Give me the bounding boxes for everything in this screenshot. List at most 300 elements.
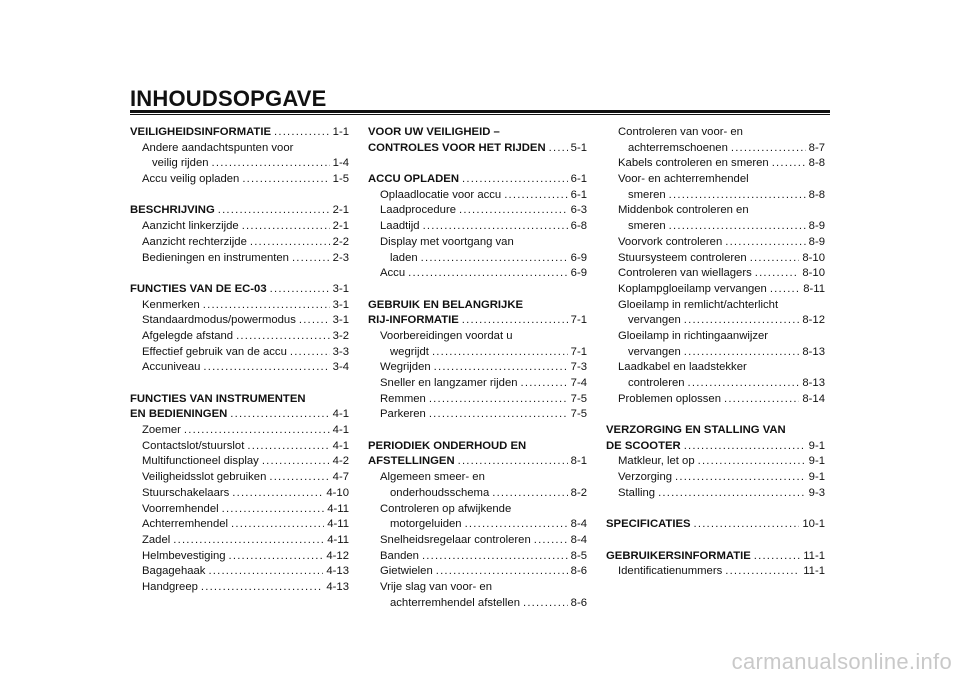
- toc-dot-leader: [208, 564, 323, 580]
- toc-section-entry[interactable]: [130, 219, 349, 235]
- toc-section-entry[interactable]: [130, 439, 349, 455]
- toc-dot-leader: [236, 329, 330, 345]
- toc-dot-leader: [754, 549, 800, 565]
- toc-section-entry[interactable]: [606, 125, 825, 141]
- toc-entry-title: Gloeilamp in richtingaanwijzer: [618, 329, 769, 342]
- toc-entry-title: Middenbok controleren en: [618, 204, 749, 217]
- toc-entry-title: Gietwielen: [380, 565, 433, 578]
- toc-entry-title: Achterremhendel: [142, 518, 229, 531]
- toc-section-entry[interactable]: [606, 470, 825, 486]
- toc-entry-title: VOOR UW VEILIGHEID –: [368, 126, 500, 138]
- toc-page-number: 6-8: [570, 220, 587, 233]
- toc-dot-leader: [725, 564, 800, 580]
- toc-section-entry[interactable]: [606, 360, 825, 376]
- toc-page-number: 2-1: [332, 220, 349, 233]
- toc-page-number: 7-1: [570, 345, 587, 358]
- toc-entry-title: Vrije slag van voor- en: [380, 580, 492, 593]
- toc-page-number: 11-1: [803, 565, 825, 578]
- toc-page-number: 4-11: [327, 502, 349, 515]
- toc-entry-title: Wegrijden: [380, 361, 431, 374]
- toc-chapter-entry[interactable]: [130, 407, 349, 423]
- toc-section-entry[interactable]: [368, 564, 587, 580]
- toc-page-number: 8-9: [808, 220, 825, 233]
- toc-entry-title: Voorvork controleren: [618, 235, 723, 248]
- toc-entry-title: vervangen: [628, 345, 681, 358]
- toc-entry-title: achterremhendel afstellen: [390, 596, 520, 609]
- toc-page-number: 8-10: [802, 267, 825, 280]
- toc-entry-title: Voor- en achterremhendel: [618, 173, 749, 186]
- toc-entry-title: Stuurschakelaars: [142, 486, 230, 499]
- toc-dot-leader: [684, 439, 806, 455]
- toc-dot-leader: [250, 235, 330, 251]
- toc-dot-leader: [222, 502, 325, 518]
- toc-page-number: 8-6: [570, 596, 587, 609]
- toc-chapter-entry[interactable]: [606, 423, 825, 439]
- toc-section-entry[interactable]: [130, 298, 349, 314]
- toc-dot-leader: [212, 156, 330, 172]
- toc-entry-title: Zoemer: [142, 424, 181, 437]
- toc-entry-title: Laadkabel en laadstekker: [618, 361, 747, 374]
- toc-entry-title: vervangen: [628, 314, 681, 327]
- toc-section-entry[interactable]: [130, 156, 349, 172]
- toc-page-number: 9-1: [808, 439, 825, 452]
- toc-dot-leader: [274, 125, 330, 141]
- toc-chapter-entry[interactable]: [368, 454, 587, 470]
- toc-chapter-entry[interactable]: [368, 313, 587, 329]
- toc-dot-leader: [229, 549, 324, 565]
- toc-section-entry[interactable]: [606, 172, 825, 188]
- toc-section-entry[interactable]: [368, 580, 587, 596]
- toc-section-entry[interactable]: [130, 251, 349, 267]
- toc-dot-leader: [725, 235, 805, 251]
- toc-page-number: 3-2: [332, 329, 349, 342]
- toc-entry-title: FUNCTIES VAN DE EC-03: [130, 282, 267, 295]
- toc-page-number: 2-3: [332, 251, 349, 264]
- toc-section-entry[interactable]: [606, 282, 825, 298]
- toc-page-number: 4-13: [326, 580, 349, 593]
- toc-page-number: 4-1: [332, 424, 349, 437]
- toc-section-entry[interactable]: [130, 533, 349, 549]
- toc-spacer: [606, 502, 825, 518]
- toc-page-number: 1-5: [332, 173, 349, 186]
- toc-entry-title: Accuniveau: [142, 361, 201, 374]
- toc-entry-title: Helmbevestiging: [142, 549, 226, 562]
- toc-spacer: [368, 156, 587, 172]
- toc-dot-leader: [242, 219, 330, 235]
- toc-dot-leader: [231, 517, 324, 533]
- toc-page-number: 8-5: [570, 549, 587, 562]
- toc-dot-leader: [534, 533, 568, 549]
- toc-section-entry[interactable]: [130, 313, 349, 329]
- toc-page-number: 8-7: [808, 141, 825, 154]
- toc-entry-title: VERZORGING EN STALLING VAN: [606, 424, 786, 437]
- toc-spacer: [130, 188, 349, 204]
- toc-page-number: 7-3: [570, 361, 587, 374]
- toc-dot-leader: [549, 141, 568, 157]
- toc-entry-title: veilig rijden: [152, 157, 209, 170]
- toc-entry-title: Zadel: [142, 533, 171, 546]
- toc-entry-title: Identificatienummers: [618, 565, 723, 578]
- toc-section-entry[interactable]: [130, 235, 349, 251]
- toc-entry-title: onderhoudsschema: [390, 486, 490, 499]
- toc-page-number: 4-10: [326, 486, 349, 499]
- toc-dot-leader: [523, 596, 568, 612]
- toc-entry-title: Afgelegde afstand: [142, 329, 234, 342]
- toc-section-entry[interactable]: [130, 564, 349, 580]
- toc-section-entry[interactable]: [606, 235, 825, 251]
- toc-page-number: 2-2: [332, 235, 349, 248]
- toc-page-number: 4-7: [332, 471, 349, 484]
- toc-entry-title: RIJ-INFORMATIE: [368, 314, 459, 327]
- toc-dot-leader: [694, 517, 800, 533]
- toc-section-entry[interactable]: [606, 219, 825, 235]
- toc-page-number: 5-1: [570, 141, 587, 154]
- toc-entry-title: Laadprocedure: [380, 204, 457, 217]
- toc-dot-leader: [230, 407, 329, 423]
- toc-entry-title: Accu: [380, 267, 406, 280]
- toc-section-entry[interactable]: [368, 407, 587, 423]
- toc-section-entry[interactable]: [606, 376, 825, 392]
- toc-dot-leader: [459, 203, 568, 219]
- toc-spacer: [368, 282, 587, 298]
- toc-entry-title: Kabels controleren en smeren: [618, 157, 769, 170]
- toc-entry-title: Standaardmodus/powermodus: [142, 314, 296, 327]
- toc-page-number: 9-3: [808, 486, 825, 499]
- toc-page-number: 6-3: [570, 204, 587, 217]
- toc-section-entry[interactable]: [606, 486, 825, 502]
- toc-section-entry[interactable]: [368, 251, 587, 267]
- watermark: carmanualsonline.info: [731, 649, 952, 674]
- toc-dot-leader: [247, 439, 329, 455]
- toc-entry-title: Stuursysteem controleren: [618, 251, 747, 264]
- toc-chapter-entry[interactable]: [368, 125, 587, 141]
- toc-section-entry[interactable]: [606, 298, 825, 314]
- toc-spacer: [130, 376, 349, 392]
- toc-page-number: 8-10: [802, 251, 825, 264]
- toc-dot-leader: [504, 188, 567, 204]
- toc-page-number: 6-1: [570, 188, 587, 201]
- toc-dot-leader: [731, 141, 806, 157]
- toc-section-entry[interactable]: [130, 454, 349, 470]
- toc-dot-leader: [434, 360, 568, 376]
- toc-entry-title: Kenmerken: [142, 298, 200, 311]
- toc-page-number: 8-8: [808, 188, 825, 201]
- toc-entry-title: Controleren op afwijkende: [380, 502, 512, 515]
- toc-section-entry[interactable]: [606, 188, 825, 204]
- toc-entry-title: Bagagehaak: [142, 565, 206, 578]
- page-title: INHOUDSOPGAVE: [130, 86, 327, 111]
- toc-page-number: 6-9: [570, 251, 587, 264]
- toc-dot-leader: [521, 376, 568, 392]
- toc-dot-leader: [421, 251, 568, 267]
- toc-dot-leader: [684, 345, 800, 361]
- toc-page-number: 9-1: [808, 471, 825, 484]
- toc-dot-leader: [203, 360, 329, 376]
- toc-entry-title: motorgeluiden: [390, 518, 462, 531]
- toc-dot-leader: [299, 313, 330, 329]
- toc-entry-title: Gloeilamp in remlicht/achterlicht: [618, 298, 779, 311]
- toc-page-number: 4-2: [332, 455, 349, 468]
- toc-entry-title: GEBRUIKERSINFORMATIE: [606, 549, 751, 562]
- toc-chapter-entry[interactable]: [130, 282, 349, 298]
- toc-page-number: 8-14: [802, 392, 825, 405]
- toc-section-entry[interactable]: [130, 329, 349, 345]
- toc-section-entry[interactable]: [368, 470, 587, 486]
- toc-section-entry[interactable]: [368, 517, 587, 533]
- toc-page-number: 7-1: [570, 314, 587, 327]
- toc-entry-title: VEILIGHEIDSINFORMATIE: [130, 126, 272, 138]
- toc-section-entry[interactable]: [130, 360, 349, 376]
- toc-entry-title: Veiligheidsslot gebruiken: [142, 471, 267, 484]
- toc-page-number: 3-4: [332, 361, 349, 374]
- toc-section-entry[interactable]: [368, 203, 587, 219]
- toc-entry-title: Remmen: [380, 392, 426, 405]
- toc-page-number: 8-11: [803, 282, 825, 295]
- toc-section-entry[interactable]: [368, 596, 587, 612]
- toc-page-number: 1-1: [332, 126, 349, 138]
- toc-dot-leader: [432, 345, 568, 361]
- toc-section-entry[interactable]: [368, 533, 587, 549]
- toc-dot-leader: [292, 251, 330, 267]
- toc-dot-leader: [492, 486, 567, 502]
- toc-page-number: 1-4: [332, 157, 349, 170]
- toc-section-entry[interactable]: [130, 141, 349, 157]
- toc-chapter-entry[interactable]: [130, 392, 349, 408]
- toc-entry-title: Parkeren: [380, 408, 426, 421]
- toc-dot-leader: [422, 549, 568, 565]
- toc-section-entry[interactable]: [368, 235, 587, 251]
- toc-section-entry[interactable]: [368, 266, 587, 282]
- toc-entry-title: wegrijdt: [390, 345, 429, 358]
- toc-dot-leader: [232, 486, 323, 502]
- toc-section-entry[interactable]: [368, 502, 587, 518]
- toc-page-number: 4-1: [332, 439, 349, 452]
- toc-page-number: 11-1: [803, 549, 825, 562]
- toc-page-number: 4-13: [326, 565, 349, 578]
- toc-entry-title: CONTROLES VOOR HET RIJDEN: [368, 141, 546, 154]
- toc-section-entry[interactable]: [130, 580, 349, 596]
- toc-spacer: [606, 533, 825, 549]
- toc-page-number: 3-1: [332, 298, 349, 311]
- toc-dot-leader: [242, 172, 329, 188]
- toc-page-number: 9-1: [808, 455, 825, 468]
- toc-entry-title: EN BEDIENINGEN: [130, 408, 228, 421]
- toc-section-entry[interactable]: [368, 219, 587, 235]
- toc-column-3: [606, 125, 825, 580]
- toc-section-entry[interactable]: [368, 549, 587, 565]
- toc-section-entry[interactable]: [606, 392, 825, 408]
- toc-page-number: 7-5: [570, 392, 587, 405]
- toc-page-number: 10-1: [802, 518, 825, 531]
- toc-dot-leader: [462, 313, 568, 329]
- toc-chapter-entry[interactable]: [368, 172, 587, 188]
- toc-dot-leader: [290, 345, 330, 361]
- toc-dot-leader: [218, 203, 330, 219]
- toc-entry-title: Multifunctioneel display: [142, 455, 259, 468]
- toc-section-entry[interactable]: [606, 141, 825, 157]
- toc-spacer: [130, 266, 349, 282]
- toc-chapter-entry[interactable]: [368, 298, 587, 314]
- toc-chapter-entry[interactable]: [130, 125, 349, 141]
- toc-dot-leader: [724, 392, 799, 408]
- toc-section-entry[interactable]: [130, 470, 349, 486]
- toc-section-entry[interactable]: [130, 549, 349, 565]
- toc-dot-leader: [270, 282, 330, 298]
- toc-entry-title: laden: [390, 251, 418, 264]
- toc-entry-title: Koplampgloeilamp vervangen: [618, 282, 767, 295]
- toc-section-entry[interactable]: [606, 454, 825, 470]
- toc-page-number: 3-1: [332, 282, 349, 295]
- toc-page-number: 8-1: [570, 455, 587, 468]
- toc-page-number: 4-1: [332, 408, 349, 421]
- toc-entry-title: Voorbereidingen voordat u: [380, 329, 513, 342]
- toc-page-number: 8-4: [570, 518, 587, 531]
- toc-entry-title: DE SCOOTER: [606, 439, 681, 452]
- toc-dot-leader: [408, 266, 568, 282]
- toc-dot-leader: [201, 580, 323, 596]
- toc-entry-title: controleren: [628, 377, 685, 389]
- title-rule: [130, 110, 830, 115]
- toc-chapter-entry[interactable]: [606, 439, 825, 455]
- toc-chapter-entry[interactable]: [368, 439, 587, 455]
- toc-entry-title: Handgreep: [142, 580, 198, 593]
- toc-entry-title: Algemeen smeer- en: [380, 471, 485, 484]
- toc-page-number: 7-5: [570, 408, 587, 421]
- toc-dot-leader: [262, 454, 330, 470]
- toc-entry-title: Oplaadlocatie voor accu: [380, 188, 502, 201]
- toc-dot-leader: [429, 407, 568, 423]
- toc-dot-leader: [465, 517, 568, 533]
- toc-page-number: 7-4: [570, 377, 587, 389]
- toc-section-entry[interactable]: [130, 517, 349, 533]
- toc-entry-title: Voorremhendel: [142, 502, 219, 515]
- toc-section-entry[interactable]: [130, 486, 349, 502]
- toc-section-entry[interactable]: [368, 329, 587, 345]
- toc-section-entry[interactable]: [606, 156, 825, 172]
- toc-dot-leader: [684, 313, 800, 329]
- toc-entry-title: Matkleur, let op: [618, 455, 695, 468]
- toc-dot-leader: [669, 219, 806, 235]
- toc-section-entry[interactable]: [130, 172, 349, 188]
- toc-page-number: 8-2: [570, 486, 587, 499]
- toc-entry-title: Andere aandachtspunten voor: [142, 141, 294, 154]
- toc-section-entry[interactable]: [130, 502, 349, 518]
- toc-dot-leader: [173, 533, 324, 549]
- toc-dot-leader: [458, 454, 568, 470]
- toc-entry-title: Controleren van voor- en: [618, 126, 743, 138]
- toc-entry-title: Stalling: [618, 486, 656, 499]
- toc-spacer: [606, 407, 825, 423]
- toc-entry-title: Accu veilig opladen: [142, 173, 240, 186]
- toc-section-entry[interactable]: [130, 345, 349, 361]
- toc-dot-leader: [429, 392, 568, 408]
- toc-entry-title: smeren: [628, 220, 666, 233]
- toc-entry-title: Verzorging: [618, 471, 673, 484]
- toc-entry-title: Laadtijd: [380, 220, 420, 233]
- toc-page-number: 6-1: [570, 173, 587, 186]
- toc-entry-title: Bedieningen en instrumenten: [142, 251, 289, 264]
- toc-page-number: 8-4: [570, 533, 587, 546]
- toc-section-entry[interactable]: [606, 345, 825, 361]
- toc-page-number: 8-6: [570, 565, 587, 578]
- toc-entry-title: Snelheidsregelaar controleren: [380, 533, 531, 546]
- toc-entry-title: achterremschoenen: [628, 141, 728, 154]
- toc-entry-title: Problemen oplossen: [618, 392, 721, 405]
- toc-section-entry[interactable]: [368, 376, 587, 392]
- toc-dot-leader: [755, 266, 800, 282]
- toc-section-entry[interactable]: [368, 392, 587, 408]
- toc-chapter-entry[interactable]: [130, 203, 349, 219]
- toc-page-number: 6-9: [570, 267, 587, 280]
- toc-dot-leader: [658, 486, 806, 502]
- toc-dot-leader: [203, 298, 330, 314]
- toc-dot-leader: [770, 282, 800, 298]
- toc-entry-title: GEBRUIK EN BELANGRIJKE: [368, 298, 524, 311]
- toc-page-number: 3-1: [332, 314, 349, 327]
- toc-dot-leader: [436, 564, 568, 580]
- toc-page-number: 3-3: [332, 345, 349, 358]
- toc-entry-title: smeren: [628, 188, 666, 201]
- toc-entry-title: Contactslot/stuurslot: [142, 439, 245, 452]
- toc-entry-title: FUNCTIES VAN INSTRUMENTEN: [130, 392, 306, 405]
- toc-page-number: 8-13: [802, 377, 825, 389]
- toc-section-entry[interactable]: [606, 329, 825, 345]
- toc-section-entry[interactable]: [368, 360, 587, 376]
- toc-page-number: 8-13: [802, 345, 825, 358]
- toc-entry-title: Display met voortgang van: [380, 235, 514, 248]
- toc-page-number: 4-12: [326, 549, 349, 562]
- toc-page-number: 8-8: [808, 157, 825, 170]
- toc-section-entry[interactable]: [606, 313, 825, 329]
- toc-page-number: 8-9: [808, 235, 825, 248]
- toc-chapter-entry[interactable]: [606, 549, 825, 565]
- toc-page-number: 4-11: [327, 518, 349, 531]
- toc-entry-title: Controleren van wiellagers: [618, 267, 752, 280]
- toc-page-number: 4-11: [327, 533, 349, 546]
- toc-dot-leader: [688, 376, 800, 392]
- toc-section-entry[interactable]: [368, 188, 587, 204]
- toc-section-entry[interactable]: [606, 564, 825, 580]
- toc-column-1: [130, 125, 349, 596]
- toc-dot-leader: [269, 470, 329, 486]
- toc-dot-leader: [423, 219, 568, 235]
- toc-section-entry[interactable]: [606, 251, 825, 267]
- toc-entry-title: SPECIFICATIES: [606, 518, 691, 531]
- toc-entry-title: ACCU OPLADEN: [368, 173, 460, 186]
- toc-column-2: [368, 125, 587, 611]
- toc-dot-leader: [750, 251, 800, 267]
- toc-dot-leader: [698, 454, 806, 470]
- toc-entry-title: Aanzicht rechterzijde: [142, 235, 247, 248]
- toc-entry-title: Sneller en langzamer rijden: [380, 377, 518, 389]
- toc-section-entry[interactable]: [606, 203, 825, 219]
- toc-section-entry[interactable]: [130, 423, 349, 439]
- toc-spacer: [368, 423, 587, 439]
- toc-dot-leader: [772, 156, 806, 172]
- toc-section-entry[interactable]: [368, 486, 587, 502]
- toc-chapter-entry[interactable]: [606, 517, 825, 533]
- toc-dot-leader: [675, 470, 806, 486]
- toc-page-number: 8-12: [802, 314, 825, 327]
- toc-entry-title: Effectief gebruik van de accu: [142, 345, 287, 358]
- toc-section-entry[interactable]: [606, 266, 825, 282]
- toc-dot-leader: [669, 188, 806, 204]
- toc-page-number: 2-1: [332, 204, 349, 217]
- toc-entry-title: Aanzicht linkerzijde: [142, 220, 239, 233]
- toc-section-entry[interactable]: [368, 345, 587, 361]
- toc-dot-leader: [184, 423, 330, 439]
- toc-chapter-entry[interactable]: [368, 141, 587, 157]
